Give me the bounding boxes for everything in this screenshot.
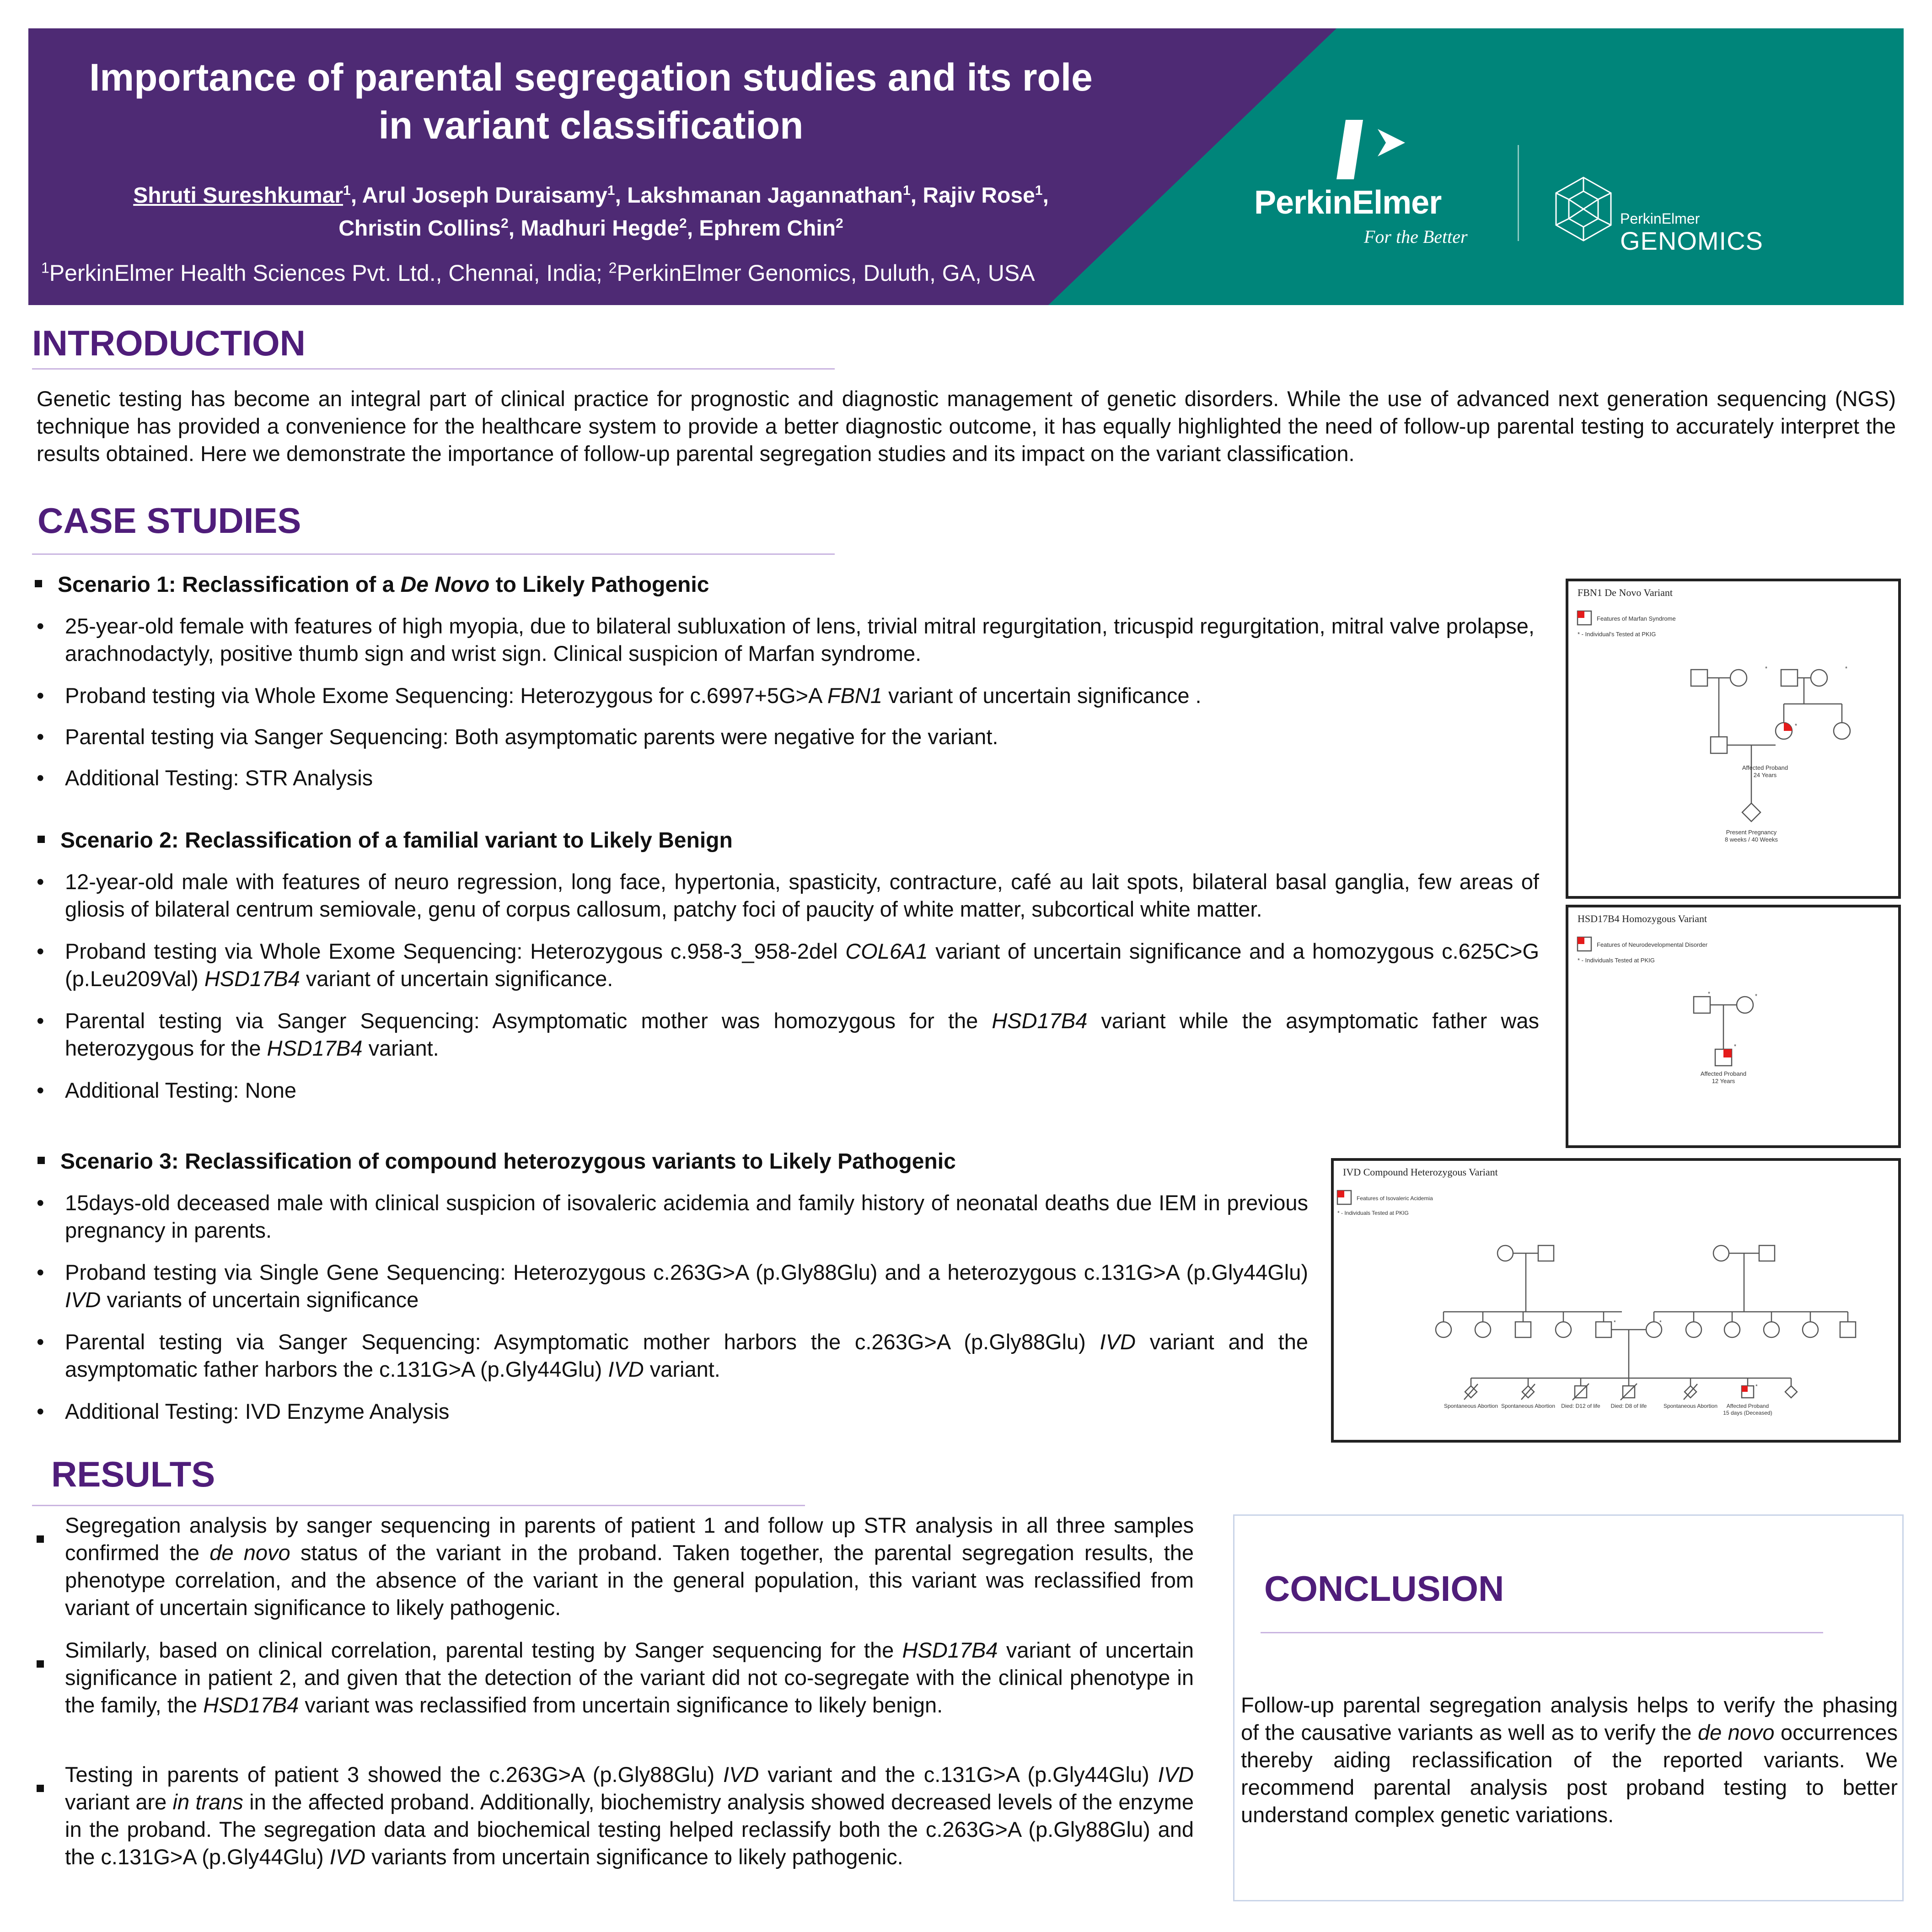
legend-note: * - Individuals Tested at PKIG	[1578, 957, 1655, 964]
section-rule	[32, 1505, 805, 1506]
scenario-2-bullet: • Parental testing via Sanger Sequencing: Asymptomatic mother was homozygous for the HSD17B4 variant while the asymptomatic father was heterozygous for the HSD17B4 variant.	[37, 1009, 1539, 1060]
proband-label: Affected Proband	[1700, 1070, 1747, 1077]
author-name: Shruti Sureshkumar	[133, 183, 343, 208]
scenario-1-bullet: • Additional Testing: STR Analysis	[37, 766, 373, 790]
perkinelmer-mark-icon	[1327, 120, 1428, 179]
pedigree-figure-fbn1	[1566, 579, 1901, 899]
scenario-1-bullet: • Proband testing via Whole Exome Sequencing: Heterozygous for c.6997+5G>A FBN1 variant of uncertain significance .	[37, 683, 1202, 708]
proband-affected-fill	[1723, 1049, 1732, 1057]
sibling-label: Died: D12 of life	[1561, 1403, 1600, 1409]
scenario-1-title: Scenario 1: Reclassification of a De Novo to Likely Pathogenic	[35, 571, 709, 599]
svg-text:*: *	[1755, 1383, 1758, 1390]
genomics-logo	[1551, 175, 1826, 255]
scenario-3-bullet: • Parental testing via Sanger Sequencing: Asymptomatic mother harbors the c.263G>A (p.Gly88Glu) IVD variant and the asymptomatic father harbors the c.131G>A (p.Gly44Glu) IVD variant.	[37, 1330, 1308, 1381]
figure-title: HSD17B4 Homozygous Variant	[1578, 913, 1707, 924]
proband-affected-fill	[1784, 723, 1792, 731]
scenario-3-bullet: • 15days-old deceased male with clinical suspicion of isovaleric acidemia and family history of neonatal deaths due IEM in previous pregnancy in parents.	[37, 1191, 1308, 1242]
figure-title: FBN1 De Novo Variant	[1578, 587, 1673, 598]
pregnancy-label: Present Pregnancy	[1726, 829, 1777, 836]
sibling-label: Spontaneous Abortion	[1444, 1403, 1498, 1409]
genomics-gem-icon	[1551, 175, 1615, 243]
scenario-2-bullet: • Proband testing via Whole Exome Sequencing: Heterozygous c.958-3_958-2del COL6A1 variant of uncertain significance and a homozygous c.625C>G (p.Leu209Val) HSD17B4 variant of uncertain significance.	[37, 939, 1540, 991]
legend-affected-swatch	[1337, 1191, 1344, 1197]
svg-text:*: *	[1734, 1043, 1737, 1050]
author-name: Madhuri Hegde	[521, 216, 679, 241]
case-studies-heading: CASE STUDIES	[38, 500, 301, 541]
scenario-1-bullet: • Parental testing via Sanger Sequencing: Both asymptomatic parents were negative for the variant.	[37, 724, 998, 749]
svg-text:*: *	[1708, 990, 1711, 997]
section-rule	[32, 368, 835, 370]
section-rule	[1261, 1632, 1823, 1633]
author-name: Arul Joseph Duraisamy	[362, 183, 607, 208]
pedigree-chart	[1334, 1161, 1898, 1440]
conclusion-heading: CONCLUSION	[1264, 1568, 1504, 1609]
introduction-heading: INTRODUCTION	[32, 323, 306, 363]
affiliations: $^1$PerkinElmer Health Sciences Pvt. Ltd., Chennai, India; $^2$PerkinElmer Genomics, Duluth, GA, USA	[41, 259, 1035, 286]
results-heading: RESULTS	[51, 1454, 215, 1494]
author-name: Rajiv Rose	[923, 183, 1035, 208]
author-name: Lakshmanan Jagannathan	[627, 183, 903, 208]
conclusion-text: Follow-up parental segregation analysis helps to verify the phasing of the causative variants as well as to verify the de novo occurrences thereby aiding reclassification of the reported variants. We recommend parental analysis post proband testing to better understand complex genetic variations.	[1241, 1693, 1898, 1827]
author-name: Christin Collins	[338, 216, 501, 241]
scenario-3-title: Scenario 3: Reclassification of compound heterozygous variants to Likely Pathogenic	[38, 1148, 956, 1175]
proband-affected-fill	[1742, 1386, 1748, 1392]
legend-affected-swatch	[1578, 937, 1584, 944]
proband-label: Affected Proband	[1742, 764, 1788, 771]
author-list: Shruti Sureshkumar$^1$, Arul Joseph Duraisamy$^1$, Lakshmanan Jagannathan$^1$, Rajiv Rose$^1$, Christin Collins$^2$, Madhuri Hegde$^2$, Ephrem Chin$^2$	[133, 183, 1049, 241]
pedigree-chart	[1568, 907, 1898, 1145]
proband-age: 24 Years	[1753, 772, 1777, 778]
perkinelmer-tagline: For the Better	[1364, 226, 1468, 247]
svg-text:*: *	[1755, 993, 1758, 999]
svg-text:*: *	[1795, 722, 1798, 729]
poster-title: Importance of parental segregation studies and its role in variant classification	[89, 56, 1093, 147]
scenario-2-bullet: • 12-year-old male with features of neuro regression, long face, hypertonia, spasticity, contracture, café au lait spots, bilateral basal ganglia, few areas of gliosis of bilateral centrum semiovale, genu of corpus callosum, patchy foci of paucity of white matter, subcortical white matter.	[37, 869, 1539, 921]
scenario-2-bullet: • Additional Testing: None	[37, 1078, 297, 1102]
sibling-label: Spontaneous Abortion	[1663, 1403, 1718, 1409]
results-bullet: Segregation analysis by sanger sequencing in parents of patient 1 and follow up STR analysis in all three samples confirmed the de novo status of the variant in the proband. Taken together, the parental segregation results, the phenotype correlation, and the absence of the variant in the general population, this variant was reclassified from variant of uncertain significance to likely pathogenic.	[37, 1512, 1194, 1621]
results-bullet: Testing in parents of patient 3 showed the c.263G>A (p.Gly88Glu) IVD variant and the c.131G>A (p.Gly44Glu) IVD variant are in trans in the affected proband. Additionally, biochemistry analysis showed decreased levels of the enzyme in the proband. The segregation data and biochemical testing helped reclassify both the c.263G>A (p.Gly88Glu) and the c.131G>A (p.Gly44Glu) IVD variants from uncertain significance to likely pathogenic.	[37, 1761, 1194, 1871]
section-rule	[32, 553, 835, 555]
svg-text:*: *	[1614, 1319, 1616, 1326]
header-banner	[28, 28, 1904, 305]
scenario-3-bullet: • Additional Testing: IVD Enzyme Analysis	[37, 1399, 450, 1423]
perkinelmer-wordmark: PerkinElmer	[1254, 184, 1442, 221]
legend-text: Features of Marfan Syndrome	[1597, 615, 1676, 622]
legend-text: Features of Isovaleric Acidemia	[1357, 1195, 1433, 1202]
genomics-logo-small: PerkinElmer	[1620, 210, 1700, 227]
author-name: Ephrem Chin	[699, 216, 836, 241]
legend-affected-swatch	[1578, 611, 1584, 618]
svg-text:*: *	[1765, 665, 1768, 672]
figure-title: IVD Compound Heterozygous Variant	[1343, 1166, 1498, 1178]
pedigree-figure-ivd	[1331, 1158, 1901, 1443]
perkinelmer-logo	[1254, 120, 1510, 284]
results-bullet: Similarly, based on clinical correlation, parental testing by Sanger sequencing for the HSD17B4 variant of uncertain significance in patient 2, and given that the detection of the variant did not co-segregate with the clinical phenotype in the family, the HSD17B4 variant was reclassified from uncertain significance to likely benign.	[37, 1637, 1194, 1719]
svg-text:*: *	[1659, 1319, 1662, 1326]
scenario-1-bullet: • 25-year-old female with features of high myopia, due to bilateral subluxation of lens, trivial mitral regurgitation, tricuspid regurgitation, mitral valve prolapse, arachnodactyly, positive thumb sign and wrist sign. Clinical suspicion of Marfan syndrome.	[37, 614, 1535, 665]
sibling-label: Died: D8 of life	[1610, 1403, 1647, 1409]
genomics-logo-big: GENOMICS	[1620, 226, 1763, 255]
proband-age: 12 Years	[1712, 1078, 1735, 1084]
sibling-label: Spontaneous Abortion	[1501, 1403, 1556, 1409]
svg-text:*: *	[1845, 665, 1848, 672]
introduction-text: Genetic testing has become an integral part of clinical practice for prognostic and diagnostic management of genetic disorders. While the use of advanced next generation sequencing (NGS) technique has provided a convenience for the healthcare system to provide a better diagnostic outcome, it has equally highlighted the need of follow-up parental testing to accurately interpret the results obtained. Here we demonstrate the importance of follow-up parental segregation studies and its impact on the variant classification.	[37, 386, 1896, 466]
legend-text: Features of Neurodevelopmental Disorder	[1597, 941, 1708, 948]
scenario-2-title: Scenario 2: Reclassification of a familial variant to Likely Benign	[38, 827, 733, 854]
proband-age: 15 days (Deceased)	[1723, 1410, 1772, 1416]
logo-divider	[1518, 145, 1519, 241]
pedigree-chart	[1568, 581, 1898, 896]
pedigree-figure-hsd17b4	[1566, 905, 1901, 1148]
scenario-3-bullet: • Proband testing via Single Gene Sequencing: Heterozygous c.263G>A (p.Gly88Glu) and a heterozygous c.131G>A (p.Gly44Glu) IVD variants of uncertain significance	[37, 1260, 1308, 1312]
pregnancy-age: 8 weeks / 40 Weeks	[1724, 836, 1778, 843]
legend-note: * - Individual's Tested at PKIG	[1578, 631, 1656, 638]
legend-note: * - Individuals Tested at PKIG	[1337, 1210, 1409, 1216]
proband-label: Affected Proband	[1726, 1403, 1769, 1409]
